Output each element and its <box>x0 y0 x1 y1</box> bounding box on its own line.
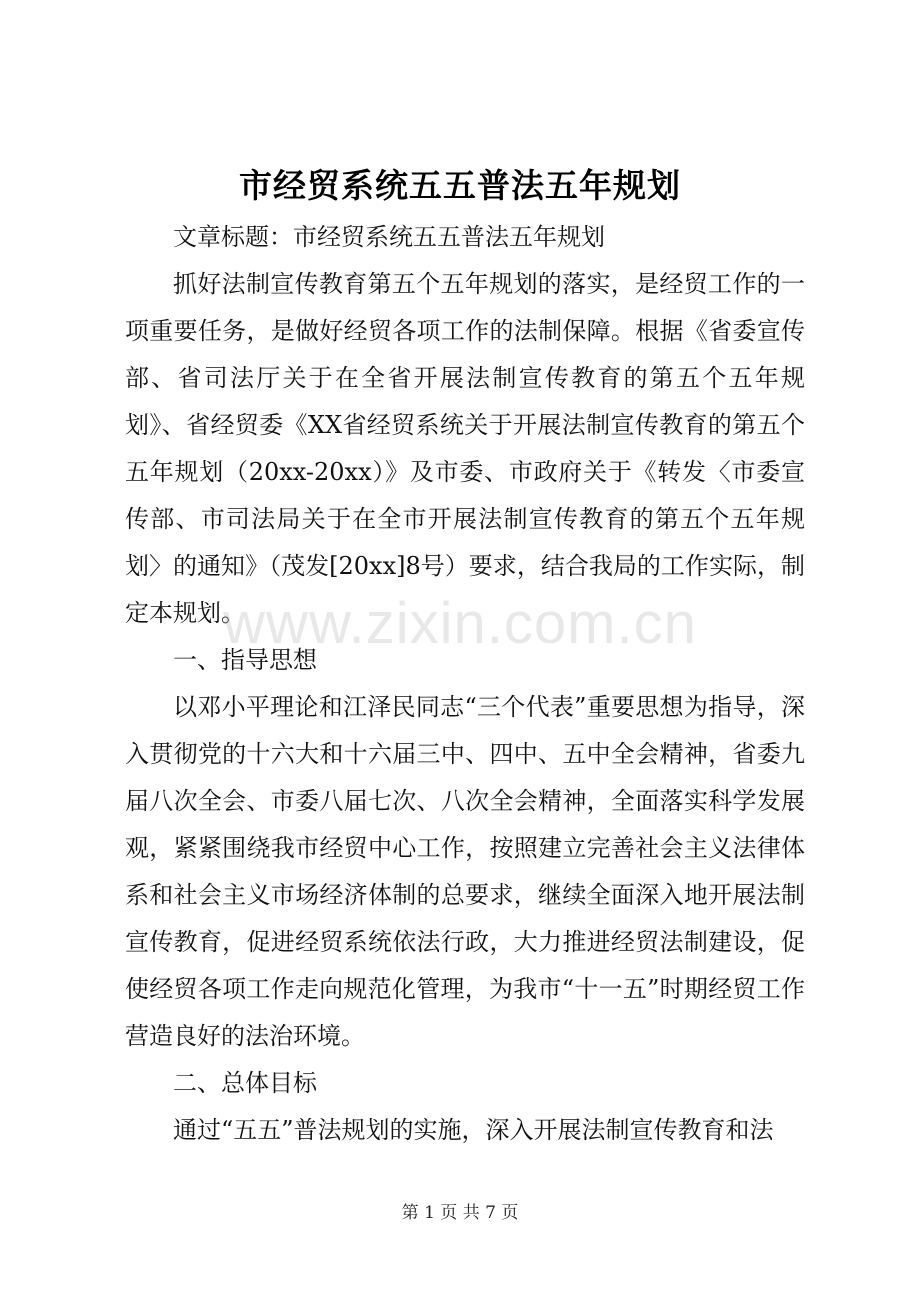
section-heading-overall-goal: 二、总体目标 <box>173 1069 317 1097</box>
document-title: 市经贸系统五五普法五年规划 <box>239 166 681 205</box>
article-title-line: 文章标题：市经贸系统五五普法五年规划 <box>173 223 605 251</box>
page-footer: 第 1 页 共 7 页 <box>401 1203 519 1223</box>
overall-goal-paragraph: 通过“五五”普法规划的实施，深入开展法制宣传教育和法 <box>173 1116 774 1144</box>
document-body <box>125 214 805 1154</box>
intro-paragraph: 抓好法制宣传教育第五个五年规划的落实，是经贸工作的一项重要任务，是做好经贸各项工作的法制保障。根据《省委宣传部、省司法厅关于在全省开展法制宣传教育的第五个五年规划》、省经贸委《XX省经贸系统关于开展法制宣传教育的第五个五年规划（20xx-20xx）》及市委、市政府关于《转发〈市委宣传部、市司法局关于在全市开展法制宣传教育的第五个五年规划〉的通知》（茂发[20xx]8号）要求，结合我局的工作实际，制定本规划。 <box>125 270 805 627</box>
section-heading-guiding-ideology: 一、指导思想 <box>173 646 317 674</box>
guiding-ideology-paragraph: 以邓小平理论和江泽民同志“三个代表”重要思想为指导，深入贯彻党的十六大和十六届三中、四中、五中全会精神，省委九届八次全会、市委八届七次、八次全会精神，全面落实科学发展观，紧紧围绕我市经贸中心工作，按照建立完善社会主义法律体系和社会主义市场经济体制的总要求，继续全面深入地开展法制宣传教育，促进经贸系统依法行政，大力推进经贸法制建设，促使经贸各项工作走向规范化管理，为我市“十一五”时期经贸工作营造良好的法治环境。 <box>125 693 805 1050</box>
watermark: www.zixin.com.cn <box>223 591 697 656</box>
